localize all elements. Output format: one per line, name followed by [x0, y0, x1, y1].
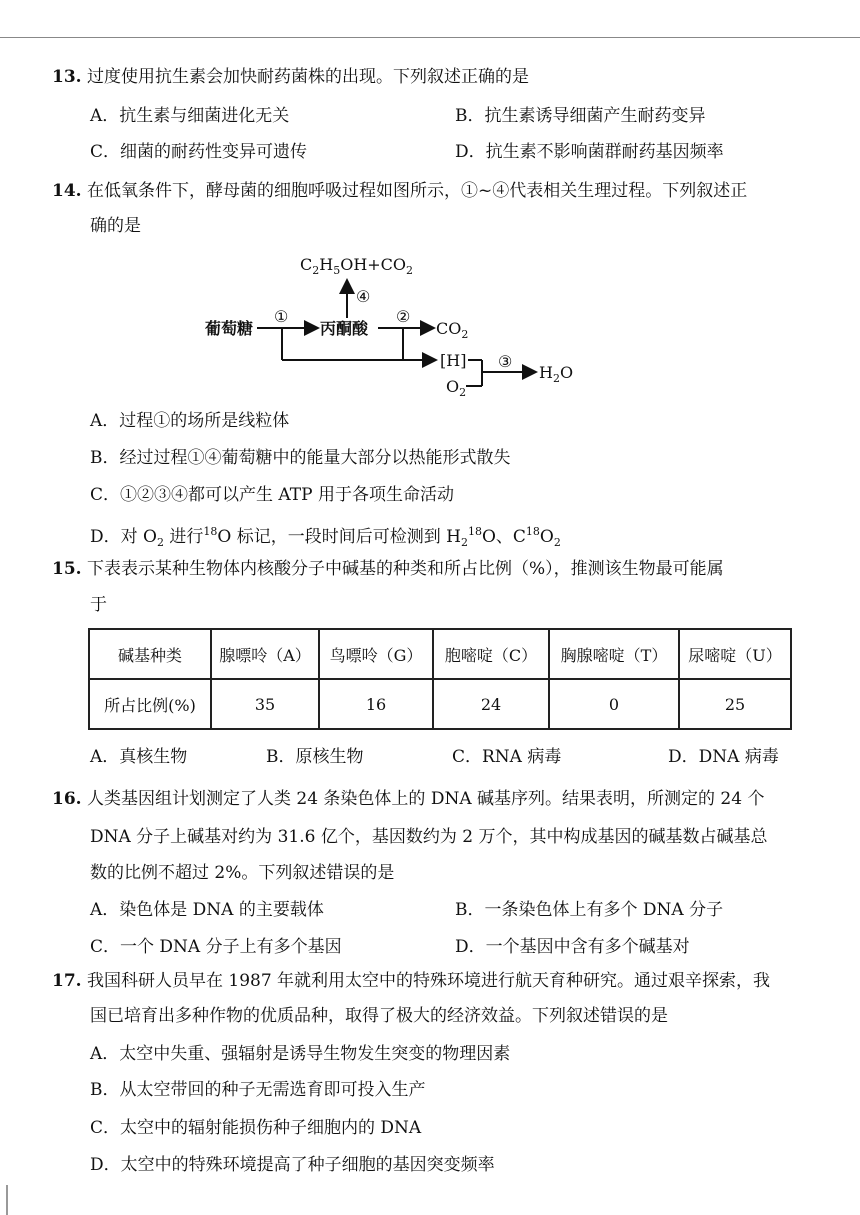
q16-stem-line3: 数的比例不超过 2%。下列叙述错误的是 [90, 863, 395, 883]
q15-option-a: A．真核生物 [90, 747, 188, 767]
q13-number: 13. [52, 67, 82, 87]
table-header-cell: 碱基种类 [89, 629, 211, 679]
table-cell: 24 [433, 679, 549, 729]
table-header-cell: 腺嘌呤（A） [211, 629, 319, 679]
q15-stem-line2: 于 [90, 595, 107, 615]
q14-stem-line1: 在低氧条件下，酵母菌的细胞呼吸过程如图所示，①~④代表相关生理过程。下列叙述正 [86, 181, 748, 201]
table-header-cell: 胸腺嘧啶（T） [549, 629, 679, 679]
pyruvate-label: 丙酮酸 [320, 319, 369, 338]
base-ratio-table [88, 628, 792, 730]
q17-stem-line1: 我国科研人员早在 1987 年就利用太空中的特殊环境进行航天育种研究。通过艰辛探索，我 [86, 971, 771, 991]
q14-stem [52, 180, 747, 202]
q15-option-d: D．DNA 病毒 [668, 747, 779, 767]
top-border-line [0, 37, 860, 38]
q17-stem [52, 970, 770, 992]
ethanol-label: $C_2H_5OH+CO_2$ [300, 255, 414, 277]
q13-stem-text: 过度使用抗生素会加快耐药菌株的出现。下列叙述正确的是 [86, 67, 529, 87]
scan-edge-mark [6, 1185, 8, 1215]
q14-option-a: A．过程①的场所是线粒体 [90, 411, 290, 431]
table-cell: 35 [211, 679, 319, 729]
q16-option-d: D．一个基因中含有多个碱基对 [455, 937, 690, 957]
q14-number: 14. [52, 181, 82, 201]
q17-number: 17. [52, 971, 82, 991]
q15-option-b: B．原核生物 [266, 747, 364, 767]
q17-option-b: B．从太空带回的种子无需选育即可投入生产 [90, 1080, 426, 1100]
table-cell: 所占比例(%) [89, 679, 211, 729]
q17-option-c: C．太空中的辐射能损伤种子细胞内的 DNA [90, 1118, 422, 1138]
table-cell: 0 [549, 679, 679, 729]
q13-stem [52, 66, 529, 88]
q13-option-a: A．抗生素与细菌进化无关 [90, 106, 290, 126]
q17-option-d: D．太空中的特殊环境提高了种子细胞的基因突变频率 [90, 1155, 495, 1175]
table-header-cell: 尿嘧啶（U） [679, 629, 791, 679]
co2-label: $CO_2$ [436, 319, 469, 341]
q16-stem-line1: 人类基因组计划测定了人类 24 条染色体上的 DNA 碱基序列。结果表明，所测定的 24 个 [86, 789, 765, 809]
q16-stem-line2: DNA 分子上碱基对约为 31.6 亿个，基因数约为 2 万个，其中构成基因的碱基数占碱基总 [90, 827, 768, 847]
q16-number: 16. [52, 789, 82, 809]
q14-option-c: C．①②③④都可以产生 ATP 用于各项生命活动 [90, 485, 454, 505]
table-header-cell: 鸟嘌呤（G） [319, 629, 433, 679]
q13-option-b: B．抗生素诱导细菌产生耐药变异 [455, 106, 706, 126]
step1-label: ① [274, 307, 289, 326]
table-cell: 16 [319, 679, 433, 729]
table-cell: 25 [679, 679, 791, 729]
q14-stem-line2: 确的是 [90, 216, 141, 236]
table-header-row [89, 629, 791, 679]
glucose-label: 葡萄糖 [205, 319, 254, 338]
q16-stem [52, 788, 764, 810]
q15-number: 15. [52, 559, 82, 579]
q15-stem [52, 558, 724, 580]
step4-label: ④ [356, 287, 371, 306]
q14-option-d: D．对 $O_2$ 进行$^{18}$O 标记，一段时间后可检测到 $H_2^{18}O$、$C^{18}O_2$ [90, 525, 561, 549]
table-row [89, 679, 791, 729]
h2o-label: $H_2O$ [539, 363, 574, 385]
q16-option-b: B．一条染色体上有多个 DNA 分子 [455, 900, 724, 920]
step3-label: ③ [498, 352, 513, 371]
q13-option-c: C．细菌的耐药性变异可遗传 [90, 142, 308, 162]
o2-label: $O_2$ [446, 377, 467, 399]
step2-label: ② [396, 307, 411, 326]
q13-option-d: D．抗生素不影响菌群耐药基因频率 [455, 142, 724, 162]
q15-option-c: C．RNA 病毒 [452, 747, 562, 767]
q16-option-a: A．染色体是 DNA 的主要载体 [90, 900, 324, 920]
q17-stem-line2: 国已培育出多种作物的优质品种，取得了极大的经济效益。下列叙述错误的是 [90, 1006, 668, 1026]
q15-stem-line1: 下表表示某种生物体内核酸分子中碱基的种类和所占比例（%），推测该生物最可能属 [86, 559, 724, 579]
q16-option-c: C．一个 DNA 分子上有多个基因 [90, 937, 342, 957]
table-header-cell: 胞嘧啶（C） [433, 629, 549, 679]
h-label: [H] [440, 351, 467, 370]
q14-option-b: B．经过过程①④葡萄糖中的能量大部分以热能形式散失 [90, 448, 511, 468]
q17-option-a: A．太空中失重、强辐射是诱导生物发生突变的物理因素 [90, 1044, 511, 1064]
